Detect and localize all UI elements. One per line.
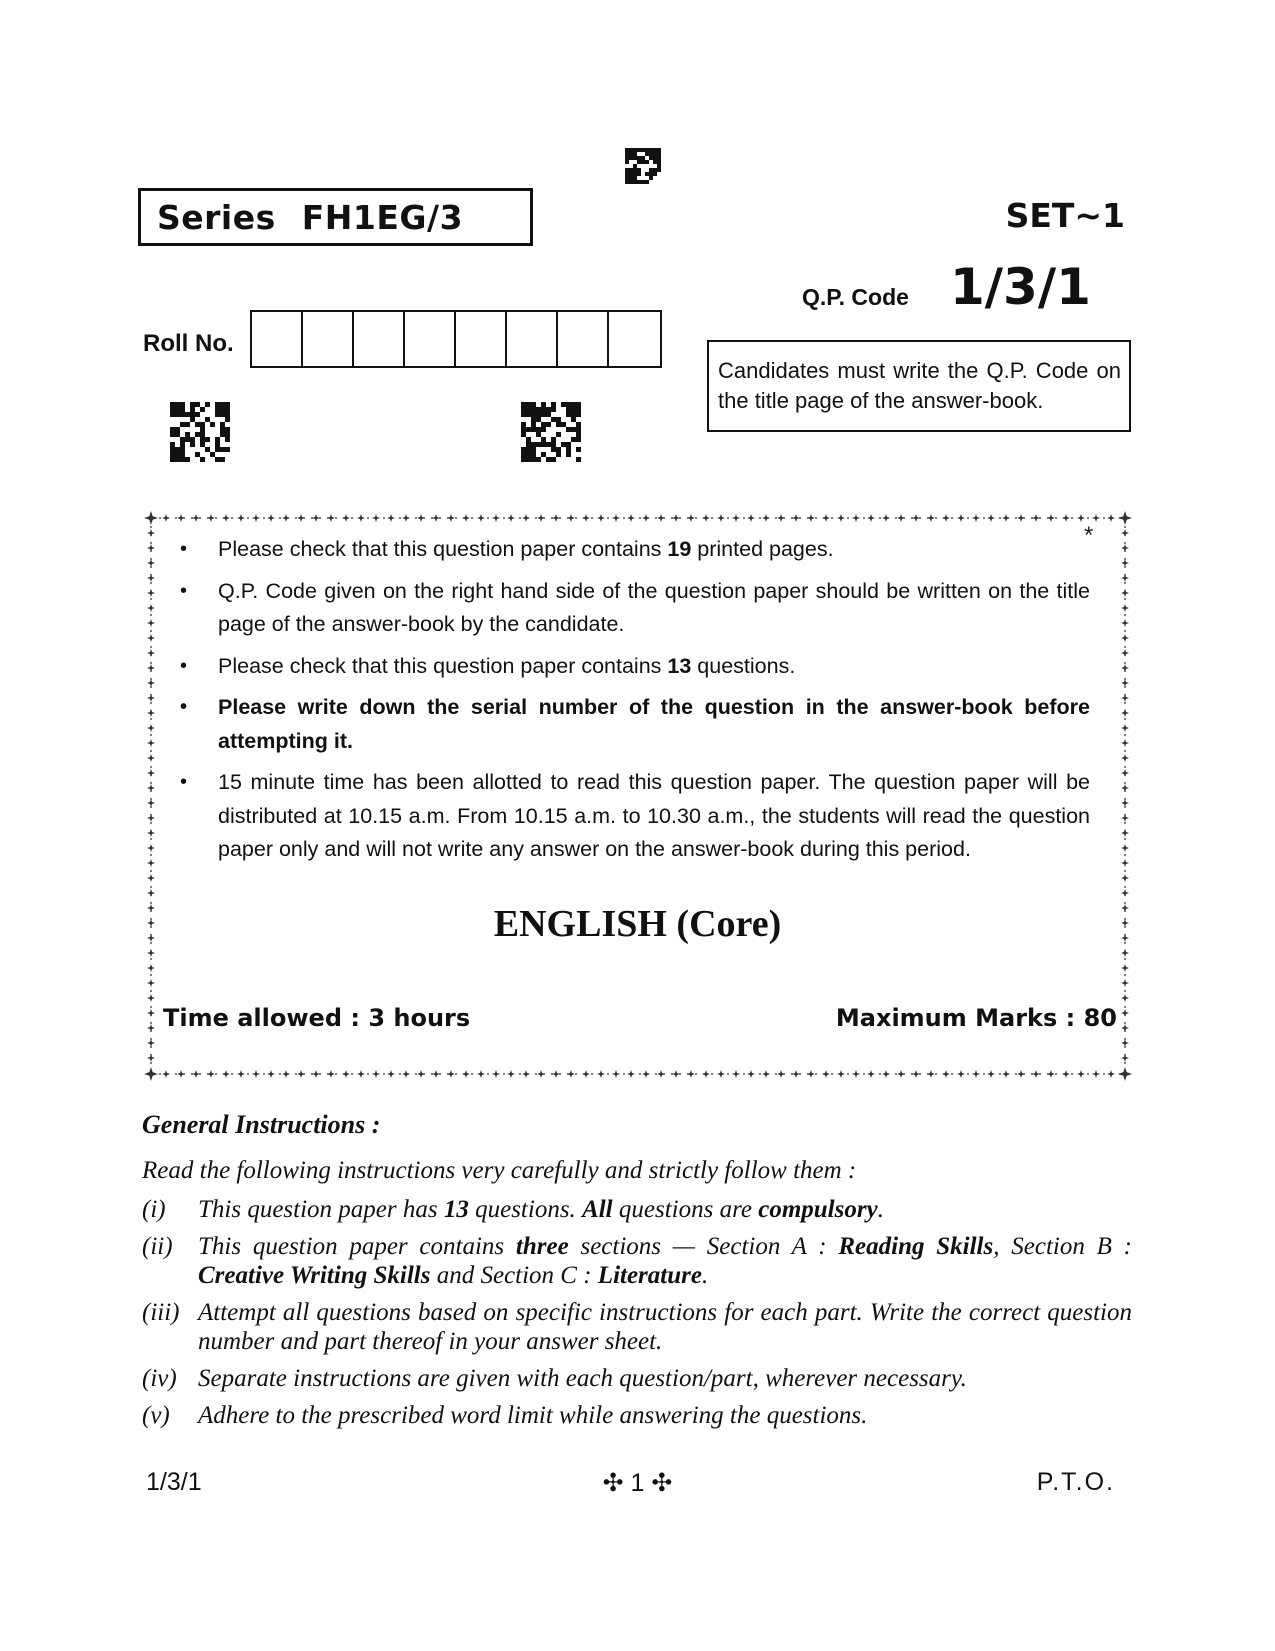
border-ornament bbox=[417, 1070, 425, 1078]
border-ornament bbox=[147, 994, 155, 1002]
instruction-bullet: • Please check that this question paper contains 13 questions. bbox=[180, 650, 1090, 684]
qp-code-label: Q.P. Code bbox=[802, 284, 909, 310]
border-ornament bbox=[267, 1070, 275, 1078]
border-ornament bbox=[147, 829, 155, 837]
instruction-text: This question paper has 13 questions. All questions are compulsory. bbox=[198, 1196, 884, 1223]
border-ornament bbox=[1121, 964, 1129, 972]
border-ornament bbox=[717, 1070, 725, 1078]
border-ornament bbox=[237, 514, 245, 522]
border-ornament bbox=[987, 1070, 995, 1078]
border-ornament bbox=[777, 514, 785, 522]
border-ornament bbox=[147, 619, 155, 627]
border-ornament bbox=[147, 529, 155, 537]
border-ornament bbox=[144, 1067, 158, 1081]
general-instruction-item bbox=[142, 1232, 1132, 1290]
border-ornament bbox=[1121, 649, 1129, 657]
border-ornament bbox=[1121, 994, 1129, 1002]
border-ornament bbox=[447, 1070, 455, 1078]
instruction-number: (i) bbox=[142, 1196, 166, 1223]
border-ornament bbox=[147, 784, 155, 792]
border-ornament bbox=[147, 604, 155, 612]
border-ornament bbox=[222, 514, 230, 522]
border-ornament bbox=[1121, 844, 1129, 852]
border-ornament bbox=[147, 769, 155, 777]
border-ornament bbox=[447, 514, 455, 522]
border-ornament bbox=[777, 1070, 785, 1078]
border-ornament bbox=[807, 1070, 815, 1078]
border-ornament bbox=[897, 1070, 905, 1078]
border-ornament bbox=[762, 1070, 770, 1078]
instruction-bullet: • Please check that this question paper contains 19 printed pages. bbox=[180, 533, 1090, 567]
border-ornament bbox=[672, 514, 680, 522]
border-ornament bbox=[1077, 1070, 1085, 1078]
border-ornament bbox=[942, 1070, 950, 1078]
instruction-text: This question paper contains three sections — Section A : Reading Skills, Section B : Creative Writing Skills and Section C : Literature. bbox=[198, 1233, 1132, 1289]
border-ornament bbox=[747, 1070, 755, 1078]
border-ornament bbox=[147, 814, 155, 822]
border-ornament bbox=[222, 1070, 230, 1078]
roll-no-digit-box[interactable] bbox=[252, 312, 303, 366]
border-ornament bbox=[927, 514, 935, 522]
border-ornament bbox=[147, 874, 155, 882]
general-instruction-item bbox=[142, 1195, 1132, 1224]
border-ornament bbox=[147, 859, 155, 867]
border-ornament bbox=[432, 514, 440, 522]
border-ornament bbox=[567, 514, 575, 522]
border-ornament bbox=[507, 1070, 515, 1078]
border-ornament bbox=[1121, 1054, 1129, 1062]
border-ornament bbox=[477, 1070, 485, 1078]
border-ornament bbox=[252, 514, 260, 522]
border-ornament bbox=[1092, 1070, 1100, 1078]
border-ornament bbox=[144, 511, 158, 525]
roll-no-digit-box[interactable] bbox=[456, 312, 507, 366]
roll-no-digit-box[interactable] bbox=[609, 312, 660, 366]
border-ornament bbox=[462, 514, 470, 522]
instruction-text: Separate instructions are given with each question/part, wherever necessary. bbox=[198, 1365, 967, 1392]
border-ornament bbox=[852, 1070, 860, 1078]
border-ornament bbox=[1121, 724, 1129, 732]
border-ornament bbox=[147, 949, 155, 957]
border-ornament bbox=[147, 1054, 155, 1062]
qr-code-right bbox=[521, 402, 581, 462]
border-ornament bbox=[762, 514, 770, 522]
border-ornament bbox=[267, 514, 275, 522]
border-ornament bbox=[522, 514, 530, 522]
border-ornament bbox=[357, 514, 365, 522]
border-ornament bbox=[1121, 754, 1129, 762]
general-instructions-title: General Instructions : bbox=[142, 1110, 381, 1139]
border-ornament bbox=[402, 514, 410, 522]
border-ornament bbox=[1121, 604, 1129, 612]
qp-code: 1/3/1 bbox=[950, 258, 1091, 316]
border-ornament bbox=[717, 514, 725, 522]
footer-qp-code: 1/3/1 bbox=[146, 1468, 202, 1496]
instruction-number: (ii) bbox=[142, 1233, 173, 1260]
qr-code-left bbox=[170, 402, 230, 462]
border-ornament bbox=[1121, 799, 1129, 807]
border-ornament bbox=[147, 1009, 155, 1017]
roll-no-boxes[interactable] bbox=[250, 310, 662, 368]
border-ornament bbox=[147, 964, 155, 972]
border-ornament bbox=[1118, 511, 1132, 525]
border-ornament bbox=[147, 1024, 155, 1032]
border-ornament bbox=[462, 1070, 470, 1078]
border-ornament bbox=[1032, 1070, 1040, 1078]
roll-no-digit-box[interactable] bbox=[558, 312, 609, 366]
border-ornament bbox=[1121, 664, 1129, 672]
border-ornament bbox=[507, 514, 515, 522]
instruction-text: Adhere to the prescribed word limit while answering the questions. bbox=[198, 1402, 868, 1429]
border-ornament bbox=[627, 1070, 635, 1078]
instruction-number: (iv) bbox=[142, 1365, 177, 1392]
border-ornament bbox=[147, 1039, 155, 1047]
border-ornament bbox=[1121, 709, 1129, 717]
border-ornament bbox=[732, 1070, 740, 1078]
border-ornament bbox=[522, 1070, 530, 1078]
border-ornament bbox=[417, 514, 425, 522]
roll-no-digit-box[interactable] bbox=[405, 312, 456, 366]
border-ornament bbox=[432, 1070, 440, 1078]
roll-no-digit-box[interactable] bbox=[507, 312, 558, 366]
border-ornament bbox=[1121, 634, 1129, 642]
border-ornament bbox=[1118, 1067, 1132, 1081]
border-ornament bbox=[477, 514, 485, 522]
border-ornament bbox=[582, 514, 590, 522]
border-ornament bbox=[492, 1070, 500, 1078]
border-ornament bbox=[747, 514, 755, 522]
border-ornament bbox=[537, 514, 545, 522]
border-ornament bbox=[552, 514, 560, 522]
border-ornament bbox=[162, 1070, 170, 1078]
border-ornament bbox=[372, 514, 380, 522]
border-ornament bbox=[1002, 514, 1010, 522]
roll-no-label: Roll No. bbox=[143, 330, 234, 357]
border-ornament bbox=[897, 514, 905, 522]
border-ornament bbox=[162, 514, 170, 522]
border-ornament bbox=[1121, 979, 1129, 987]
border-ornament bbox=[327, 514, 335, 522]
instruction-bullets bbox=[180, 533, 1090, 875]
instruction-bullet: • 15 minute time has been allotted to read this question paper. The question paper will be distributed at 10.15 a.m. From 10.15 a.m. to 10.30 a.m., the students will read the question paper only and will not write any answer on the answer-book during this period. bbox=[180, 766, 1090, 867]
general-instruction-item bbox=[142, 1364, 1132, 1393]
border-ornament bbox=[1121, 889, 1129, 897]
border-ornament bbox=[402, 1070, 410, 1078]
border-ornament bbox=[1121, 829, 1129, 837]
border-ornament bbox=[147, 649, 155, 657]
series-box bbox=[138, 188, 533, 246]
border-ornament bbox=[327, 1070, 335, 1078]
border-ornament bbox=[1017, 514, 1025, 522]
border-ornament bbox=[642, 514, 650, 522]
instruction-number: (v) bbox=[142, 1402, 170, 1429]
border-ornament bbox=[552, 1070, 560, 1078]
border-ornament bbox=[357, 1070, 365, 1078]
border-ornament bbox=[1121, 694, 1129, 702]
border-ornament bbox=[987, 514, 995, 522]
border-ornament bbox=[312, 1070, 320, 1078]
border-ornament bbox=[147, 679, 155, 687]
general-instruction-item bbox=[142, 1298, 1132, 1356]
border-ornament bbox=[567, 1070, 575, 1078]
qr-code-top bbox=[625, 148, 661, 184]
subject-title: ENGLISH (Core) bbox=[493, 903, 782, 945]
border-ornament bbox=[732, 514, 740, 522]
border-ornament bbox=[342, 1070, 350, 1078]
border-ornament bbox=[147, 589, 155, 597]
instruction-number: (iii) bbox=[142, 1299, 180, 1326]
border-ornament bbox=[1092, 514, 1100, 522]
border-ornament bbox=[1121, 559, 1129, 567]
border-ornament bbox=[147, 574, 155, 582]
maximum-marks: Maximum Marks : 80 bbox=[835, 1004, 1117, 1032]
asterisk-mark: * bbox=[1084, 522, 1094, 549]
border-ornament bbox=[207, 1070, 215, 1078]
border-ornament bbox=[387, 514, 395, 522]
border-ornament bbox=[147, 754, 155, 762]
border-ornament bbox=[597, 1070, 605, 1078]
border-ornament bbox=[927, 1070, 935, 1078]
border-ornament bbox=[1047, 1070, 1055, 1078]
border-ornament bbox=[792, 514, 800, 522]
border-ornament bbox=[1121, 814, 1129, 822]
instruction-bullet: • Q.P. Code given on the right hand side of the question paper should be written on the title page of the answer-book by the candidate. bbox=[180, 575, 1090, 642]
border-ornament bbox=[852, 514, 860, 522]
border-ornament bbox=[582, 1070, 590, 1078]
border-ornament bbox=[867, 514, 875, 522]
border-ornament bbox=[1121, 859, 1129, 867]
pto-label: P.T.O. bbox=[1036, 1468, 1115, 1496]
border-ornament bbox=[1077, 514, 1085, 522]
general-instructions-list bbox=[142, 1195, 1132, 1438]
roll-no-digit-box[interactable] bbox=[303, 312, 354, 366]
border-ornament bbox=[147, 709, 155, 717]
border-ornament bbox=[957, 1070, 965, 1078]
border-ornament bbox=[192, 514, 200, 522]
border-ornament bbox=[147, 664, 155, 672]
border-ornament bbox=[657, 1070, 665, 1078]
border-ornament bbox=[867, 1070, 875, 1078]
border-ornament bbox=[1121, 544, 1129, 552]
border-ornament bbox=[972, 514, 980, 522]
border-ornament bbox=[282, 514, 290, 522]
border-ornament bbox=[237, 1070, 245, 1078]
border-ornament bbox=[147, 739, 155, 747]
border-ornament bbox=[612, 514, 620, 522]
border-ornament bbox=[657, 514, 665, 522]
border-ornament bbox=[147, 634, 155, 642]
border-ornament bbox=[702, 1070, 710, 1078]
border-ornament bbox=[147, 544, 155, 552]
border-ornament bbox=[147, 724, 155, 732]
border-ornament bbox=[1121, 529, 1129, 537]
series-label: Series bbox=[157, 197, 276, 237]
border-ornament bbox=[1121, 679, 1129, 687]
border-ornament bbox=[792, 1070, 800, 1078]
border-ornament bbox=[627, 514, 635, 522]
border-ornament bbox=[1121, 769, 1129, 777]
border-ornament bbox=[672, 1070, 680, 1078]
border-ornament bbox=[597, 514, 605, 522]
border-ornament bbox=[147, 844, 155, 852]
time-allowed: Time allowed : 3 hours bbox=[163, 1004, 471, 1032]
instruction-text: Attempt all questions based on specific instructions for each part. Write the correct question number and part thereof in your answer sheet. bbox=[198, 1299, 1132, 1355]
border-ornament bbox=[1121, 739, 1129, 747]
border-ornament bbox=[147, 694, 155, 702]
border-ornament bbox=[147, 799, 155, 807]
border-ornament bbox=[912, 514, 920, 522]
candidate-note: Candidates must write the Q.P. Code on the title page of the answer-book. bbox=[707, 340, 1131, 432]
border-ornament bbox=[1107, 514, 1115, 522]
border-ornament bbox=[1002, 1070, 1010, 1078]
border-ornament bbox=[882, 514, 890, 522]
border-ornament bbox=[1121, 1024, 1129, 1032]
border-ornament bbox=[1017, 1070, 1025, 1078]
roll-no-digit-box[interactable] bbox=[354, 312, 405, 366]
border-ornament bbox=[192, 1070, 200, 1078]
series-code: FH1EG/3 bbox=[301, 197, 464, 237]
border-ornament bbox=[1062, 1070, 1070, 1078]
border-ornament bbox=[687, 514, 695, 522]
border-ornament bbox=[177, 1070, 185, 1078]
border-ornament bbox=[612, 1070, 620, 1078]
border-ornament bbox=[537, 1070, 545, 1078]
border-ornament bbox=[822, 514, 830, 522]
border-ornament bbox=[297, 514, 305, 522]
border-ornament bbox=[957, 514, 965, 522]
border-ornament bbox=[1121, 589, 1129, 597]
border-ornament bbox=[1121, 874, 1129, 882]
set-label: SET~1 bbox=[1005, 196, 1125, 235]
border-ornament bbox=[1032, 514, 1040, 522]
page-number: ✣ 1 ✣ bbox=[602, 1469, 673, 1497]
border-ornament bbox=[147, 889, 155, 897]
border-ornament bbox=[282, 1070, 290, 1078]
border-ornament bbox=[942, 514, 950, 522]
border-ornament bbox=[807, 514, 815, 522]
border-ornament bbox=[972, 1070, 980, 1078]
border-ornament bbox=[822, 1070, 830, 1078]
border-ornament bbox=[837, 1070, 845, 1078]
border-ornament bbox=[642, 1070, 650, 1078]
border-ornament bbox=[882, 1070, 890, 1078]
border-ornament bbox=[1062, 514, 1070, 522]
border-ornament bbox=[837, 514, 845, 522]
border-ornament bbox=[1107, 1070, 1115, 1078]
border-ornament bbox=[372, 1070, 380, 1078]
general-instructions-intro: Read the following instructions very carefully and strictly follow them : bbox=[142, 1157, 857, 1184]
border-ornament bbox=[1121, 1009, 1129, 1017]
border-ornament bbox=[1047, 514, 1055, 522]
border-ornament bbox=[207, 514, 215, 522]
border-ornament bbox=[1121, 619, 1129, 627]
border-ornament bbox=[297, 1070, 305, 1078]
border-ornament bbox=[1121, 1039, 1129, 1047]
border-ornament bbox=[1121, 784, 1129, 792]
border-ornament bbox=[387, 1070, 395, 1078]
border-ornament bbox=[1121, 949, 1129, 957]
border-ornament bbox=[147, 979, 155, 987]
border-ornament bbox=[492, 514, 500, 522]
border-ornament bbox=[147, 559, 155, 567]
border-ornament bbox=[702, 514, 710, 522]
border-ornament bbox=[342, 514, 350, 522]
instruction-bullet: • Please write down the serial number of the question in the answer-book before attempting it. bbox=[180, 691, 1090, 758]
border-ornament bbox=[252, 1070, 260, 1078]
general-instruction-item bbox=[142, 1401, 1132, 1430]
border-ornament bbox=[687, 1070, 695, 1078]
border-ornament bbox=[912, 1070, 920, 1078]
border-ornament bbox=[312, 514, 320, 522]
border-ornament bbox=[1121, 574, 1129, 582]
border-ornament bbox=[177, 514, 185, 522]
